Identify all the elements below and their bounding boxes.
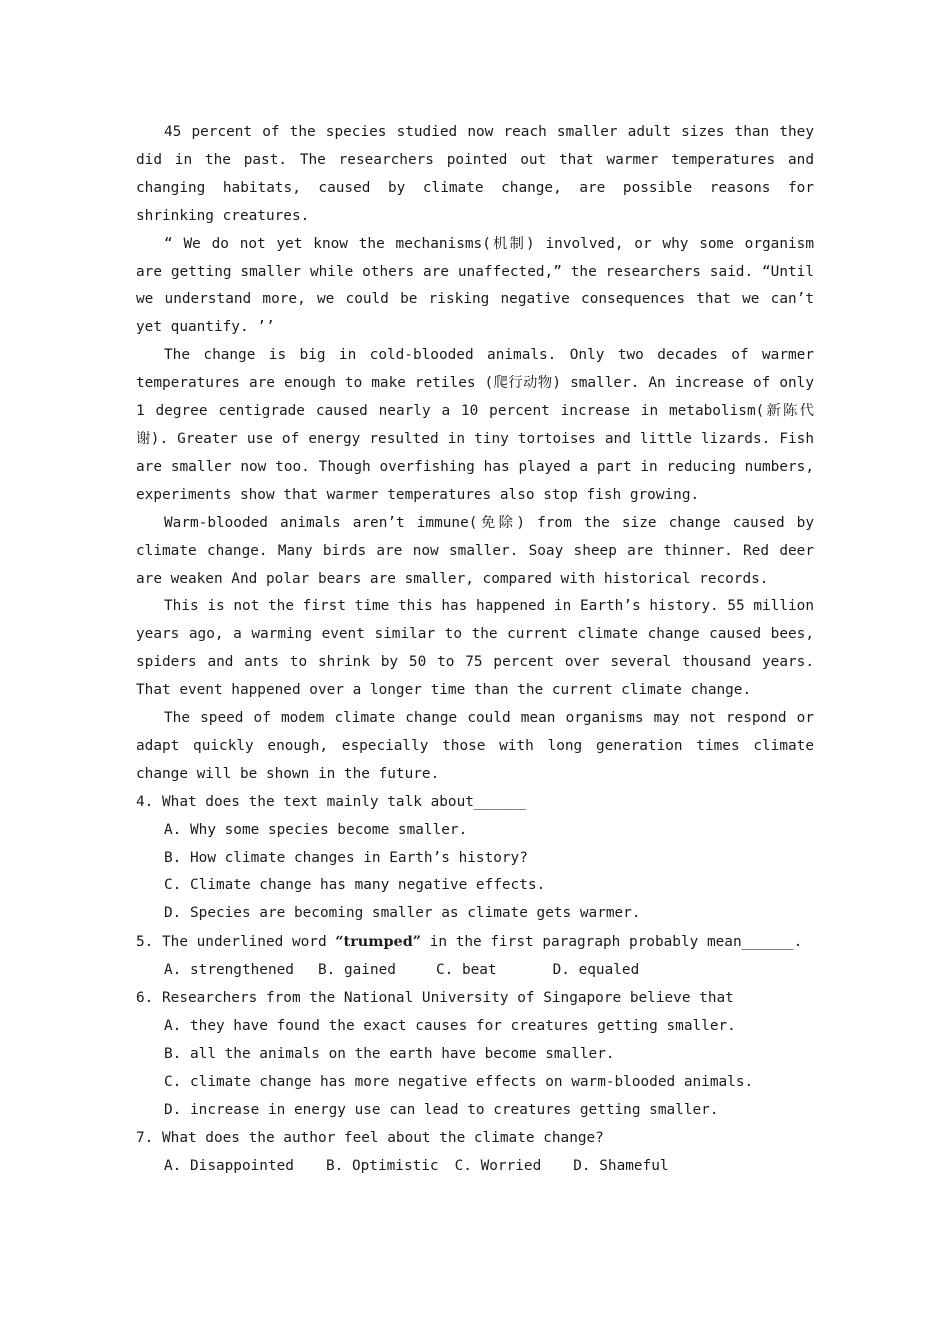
paragraph-4: Warm-blooded animals aren’t immune(免除) from the size change caused by climate change. Many birds are now smaller. Soay sheep are thinner. Red deer are weaken And polar bears are smaller, compared with historical records. (136, 514, 814, 587)
question-7-options (136, 1153, 814, 1181)
question-5-stem-before: 5. The underlined word (136, 934, 336, 951)
paragraph-2: “ We do not yet know the mechanisms(机制) involved, or why some organism are getting smaller while others are unaffected,” the researchers said. “Until we understand more, we could be risking negative consequences that we can’t yet quantify. ’’ (136, 235, 814, 336)
question-7-option-c: C. Worried (454, 1157, 542, 1174)
question-6 (136, 985, 814, 1125)
question-6-option-d: D. increase in energy use can lead to creatures getting smaller. (164, 1101, 719, 1118)
question-4-option-b: B. How climate changes in Earth’s history? (164, 849, 528, 866)
question-4-option-a: A. Why some species become smaller. (164, 821, 468, 838)
question-5-option-a: A. strengthened (164, 962, 294, 979)
question-6-option-b: B. all the animals on the earth have become smaller. (164, 1045, 615, 1062)
question-6-option-c: C. climate change has more negative effects on warm-blooded animals. (164, 1073, 754, 1090)
question-7 (136, 1125, 814, 1181)
question-7-option-b: B. Optimistic (325, 1157, 439, 1174)
paragraph-1: 45 percent of the species studied now reach smaller adult sizes than they did in the past. The researchers pointed out that warmer temperatures and changing habitats, caused by climate change, are possible reasons for shrinking creatures. (136, 124, 814, 224)
question-4-option-c: C. Climate change has many negative effects. (164, 877, 546, 894)
question-5-option-d: D. equaled (552, 962, 640, 979)
question-5-stem-after: in the first paragraph probably mean______. (421, 934, 803, 951)
question-4 (136, 789, 814, 929)
question-4-stem: 4. What does the text mainly talk about______ (136, 793, 526, 810)
question-5 (136, 928, 814, 985)
question-5-option-b: B. gained (317, 962, 396, 979)
paragraph-3: The change is big in cold-blooded animals. Only two decades of warmer temperatures are enough to make retiles (爬行动物) smaller. An increase of only 1 degree centigrade caused nearly a 10 percent increase in metabolism(新陈代谢). Greater use of energy resulted in tiny tortoises and little lizards. Fish are smaller now too. Though overfishing has played a part in reducing numbers, experiments show that warmer temperatures also stop fish growing. (136, 347, 814, 503)
document-page (136, 119, 814, 1180)
question-7-stem: 7. What does the author feel about the climate change? (136, 1129, 604, 1146)
question-6-option-a: A. they have found the exact causes for creatures getting smaller. (164, 1018, 736, 1034)
paragraph-5: This is not the first time this has happened in Earth’s history. 55 million years ago, a warming event similar to the current climate change caused bees, spiders and ants to shrink by 50 to 75 percent over several thousand years. That event happened over a longer time than the current climate change. (136, 598, 814, 699)
question-5-options (136, 957, 814, 985)
question-7-option-d: D. Shameful (573, 1157, 669, 1174)
question-6-stem: 6. Researchers from the National University of Singapore believe that (136, 990, 734, 1007)
question-5-stem (136, 928, 814, 957)
question-5-option-c: C. beat (435, 962, 497, 979)
question-5-underlined-word: “trumped” (335, 933, 422, 951)
question-7-option-a: A. Disappointed (164, 1157, 294, 1174)
question-4-option-d: D. Species are becoming smaller as climate gets warmer. (164, 905, 641, 922)
paragraph-6: The speed of modem climate change could mean organisms may not respond or adapt quickly enough, especially those with long generation times climate change will be shown in the future. (136, 710, 814, 782)
